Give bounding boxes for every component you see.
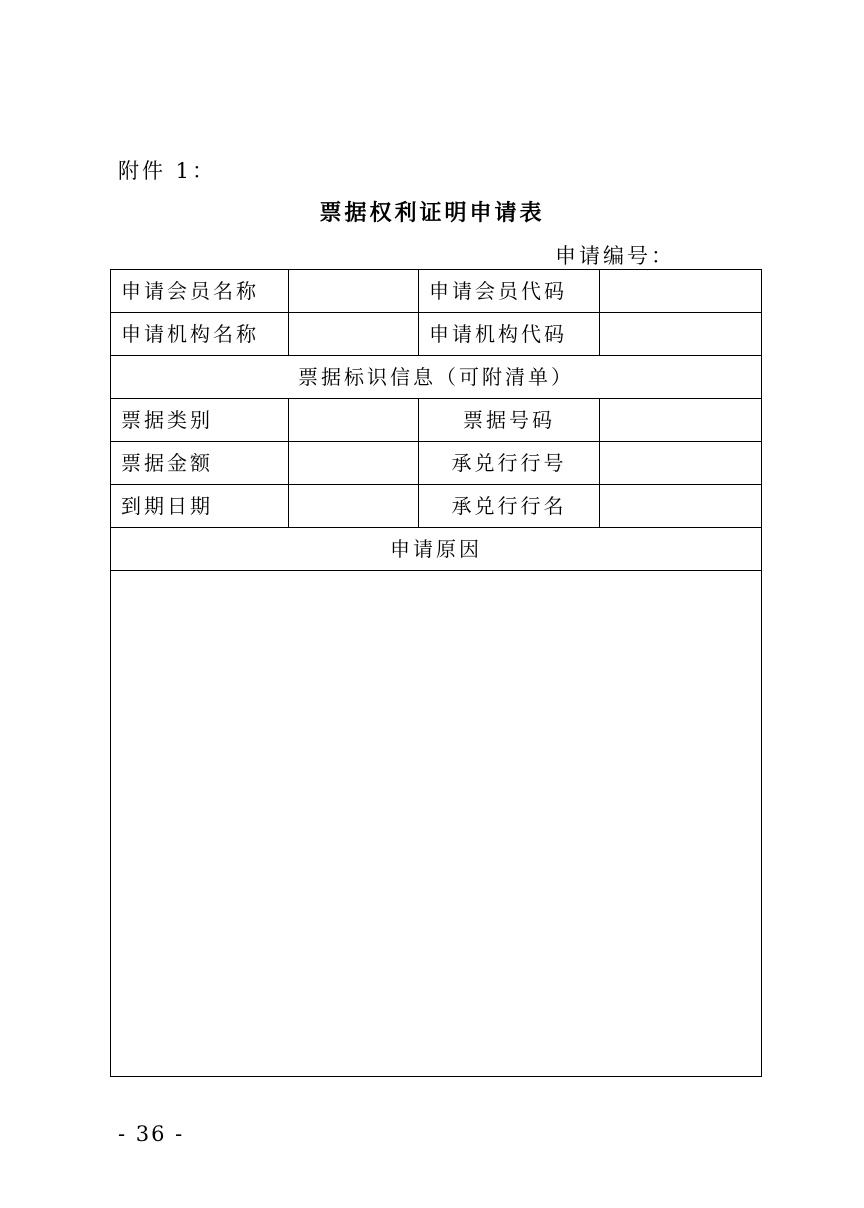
institution-code-label: 申请机构代码	[419, 313, 600, 356]
application-form-table	[110, 269, 762, 1077]
acceptor-bank-name-label: 承兑行行名	[419, 485, 600, 528]
member-code-label: 申请会员代码	[419, 270, 600, 313]
maturity-date-row	[111, 485, 762, 528]
bill-amount-row	[111, 442, 762, 485]
acceptor-bank-number-label: 承兑行行号	[419, 442, 600, 485]
reason-field[interactable]	[111, 571, 762, 1077]
reason-header-row	[111, 528, 762, 571]
page-number: - 36 -	[118, 1122, 185, 1146]
institution-name-row	[111, 313, 762, 356]
institution-name-label: 申请机构名称	[111, 313, 289, 356]
acceptor-bank-name-field[interactable]	[600, 485, 762, 528]
bill-section-title: 票据标识信息（可附清单）	[111, 356, 762, 399]
member-name-field[interactable]	[289, 270, 419, 313]
bill-type-field[interactable]	[289, 399, 419, 442]
member-name-row	[111, 270, 762, 313]
bill-type-row	[111, 399, 762, 442]
reason-body-row	[111, 571, 762, 1077]
bill-number-field[interactable]	[600, 399, 762, 442]
member-name-label: 申请会员名称	[111, 270, 289, 313]
bill-type-label: 票据类别	[111, 399, 289, 442]
maturity-date-label: 到期日期	[111, 485, 289, 528]
acceptor-bank-number-field[interactable]	[600, 442, 762, 485]
bill-section-header-row	[111, 356, 762, 399]
application-number-label: 申请编号：	[555, 244, 675, 268]
form-title: 票据权利证明申请表	[319, 200, 545, 226]
bill-amount-label: 票据金额	[111, 442, 289, 485]
attachment-label: 附件 1：	[118, 159, 217, 183]
institution-code-field[interactable]	[600, 313, 762, 356]
maturity-date-field[interactable]	[289, 485, 419, 528]
bill-number-label: 票据号码	[419, 399, 600, 442]
member-code-field[interactable]	[600, 270, 762, 313]
bill-amount-field[interactable]	[289, 442, 419, 485]
reason-title: 申请原因	[111, 528, 762, 571]
institution-name-field[interactable]	[289, 313, 419, 356]
